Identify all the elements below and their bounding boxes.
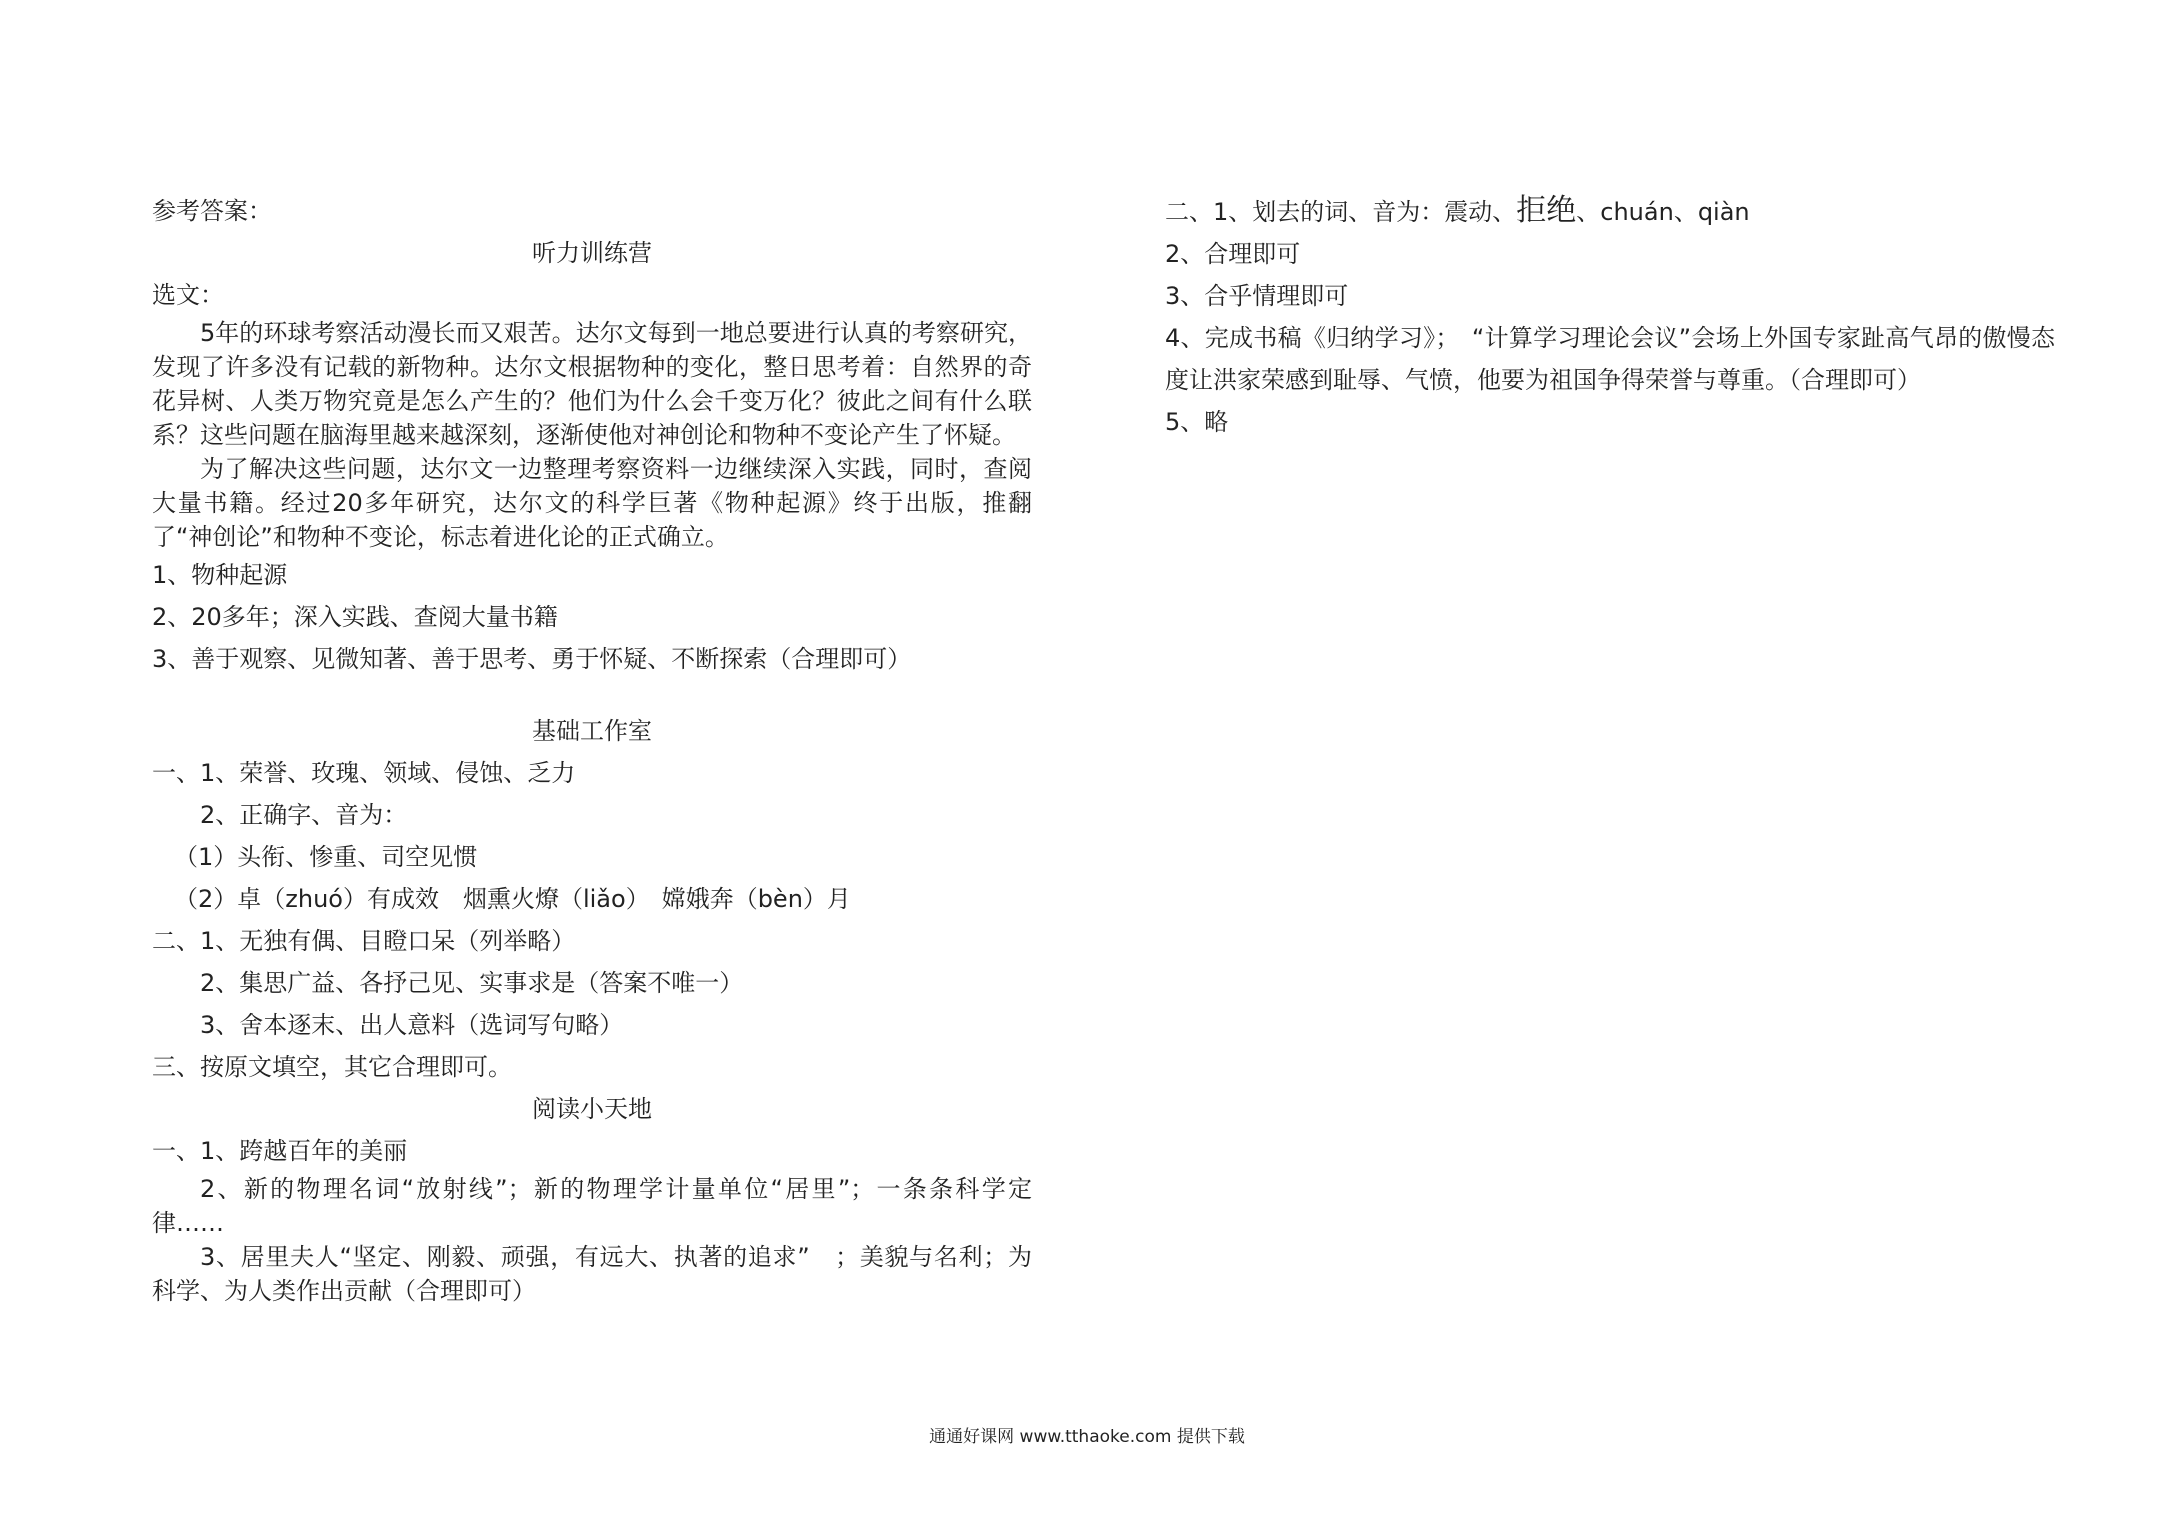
basics-answer-2-2: 2、集思广益、各抒己见、实事求是（答案不唯一）	[200, 969, 744, 997]
answer-highlight-word: 拒绝	[1516, 193, 1577, 228]
basics-answer-1-2: 2、正确字、音为：	[200, 801, 408, 829]
answer-text: 、chuán、qiàn	[1576, 198, 1750, 226]
reading-answer-2-3: 3、合乎情理即可	[1165, 282, 1349, 310]
answer-1: 1、物种起源	[152, 561, 288, 589]
reading-answer-1-1: 一、1、跨越百年的美丽	[152, 1137, 408, 1165]
reading-answer-2-4: 4、完成书稿《归纳学习》； “计算学习理论会议”会场上外国专家趾高气昂的傲慢态度让洪家荣感到耻辱、气愤，他要为祖国争得荣誉与尊重。（合理即可）	[1165, 324, 2055, 394]
basics-answer-1-2-b: （2）卓（zhuó）有成效 烟熏火燎（liǎo） 嫦娥奔（bèn）月	[174, 885, 851, 913]
spacer	[152, 680, 1032, 710]
reading-answer-2-2: 2、合理即可	[1165, 240, 1301, 268]
excerpt-paragraph-1: 5年的环球考察活动漫长而又艰苦。达尔文每到一地总要进行认真的考察研究，发现了许多没有记载的新物种。达尔文根据物种的变化，整日思考着：自然界的奇花异树、人类万物究竟是怎么产生的？他们为什么会千变万化？彼此之间有什么联系？这些问题在脑海里越来越深刻，逐渐使他对神创论和物种不变论产生了怀疑。	[152, 319, 1032, 449]
basics-answer-3: 三、按原文填空，其它合理即可。	[152, 1053, 512, 1081]
answer-3: 3、善于观察、见微知著、善于思考、勇于怀疑、不断探索（合理即可）	[152, 645, 912, 673]
left-column	[152, 190, 1032, 1308]
reading-answer-1-3: 3、居里夫人“坚定、刚毅、顽强，有远大、执著的追求” ；美貌与名利；为科学、为人类作出贡献（合理即可）	[152, 1243, 1032, 1305]
section-title-reading: 阅读小天地	[532, 1095, 652, 1123]
reading-answer-2-1	[1165, 190, 2055, 233]
reading-answer-2-5: 5、略	[1165, 408, 1229, 436]
reading-answer-1-2: 2、新的物理名词“放射线”；新的物理学计量单位“居里”；一条条科学定律……	[152, 1175, 1032, 1237]
reference-answer-heading: 参考答案：	[152, 197, 272, 225]
answer-text: 二、1、划去的词、音为：震动、	[1165, 198, 1517, 226]
right-column	[1165, 190, 2055, 443]
section-title-basics: 基础工作室	[532, 717, 652, 745]
answer-2: 2、20多年；深入实践、查阅大量书籍	[152, 603, 558, 631]
page-footer: 通通好课网 www.tthaoke.com 提供下载	[929, 1427, 1245, 1447]
basics-answer-1-1: 一、1、荣誉、玫瑰、领域、侵蚀、乏力	[152, 759, 576, 787]
section-title-listening: 听力训练营	[532, 239, 652, 267]
excerpt-paragraph-2: 为了解决这些问题，达尔文一边整理考察资料一边继续深入实践，同时，查阅大量书籍。经过20多年研究，达尔文的科学巨著《物种起源》终于出版，推翻了“神创论”和物种不变论，标志着进化论的正式确立。	[152, 455, 1032, 551]
basics-answer-2-1: 二、1、无独有偶、目瞪口呆（列举略）	[152, 927, 576, 955]
basics-answer-1-2-a: （1）头衔、惨重、司空见惯	[174, 843, 478, 871]
basics-answer-2-3: 3、舍本逐末、出人意料（选词写句略）	[200, 1011, 624, 1039]
excerpt-label: 选文：	[152, 281, 224, 309]
